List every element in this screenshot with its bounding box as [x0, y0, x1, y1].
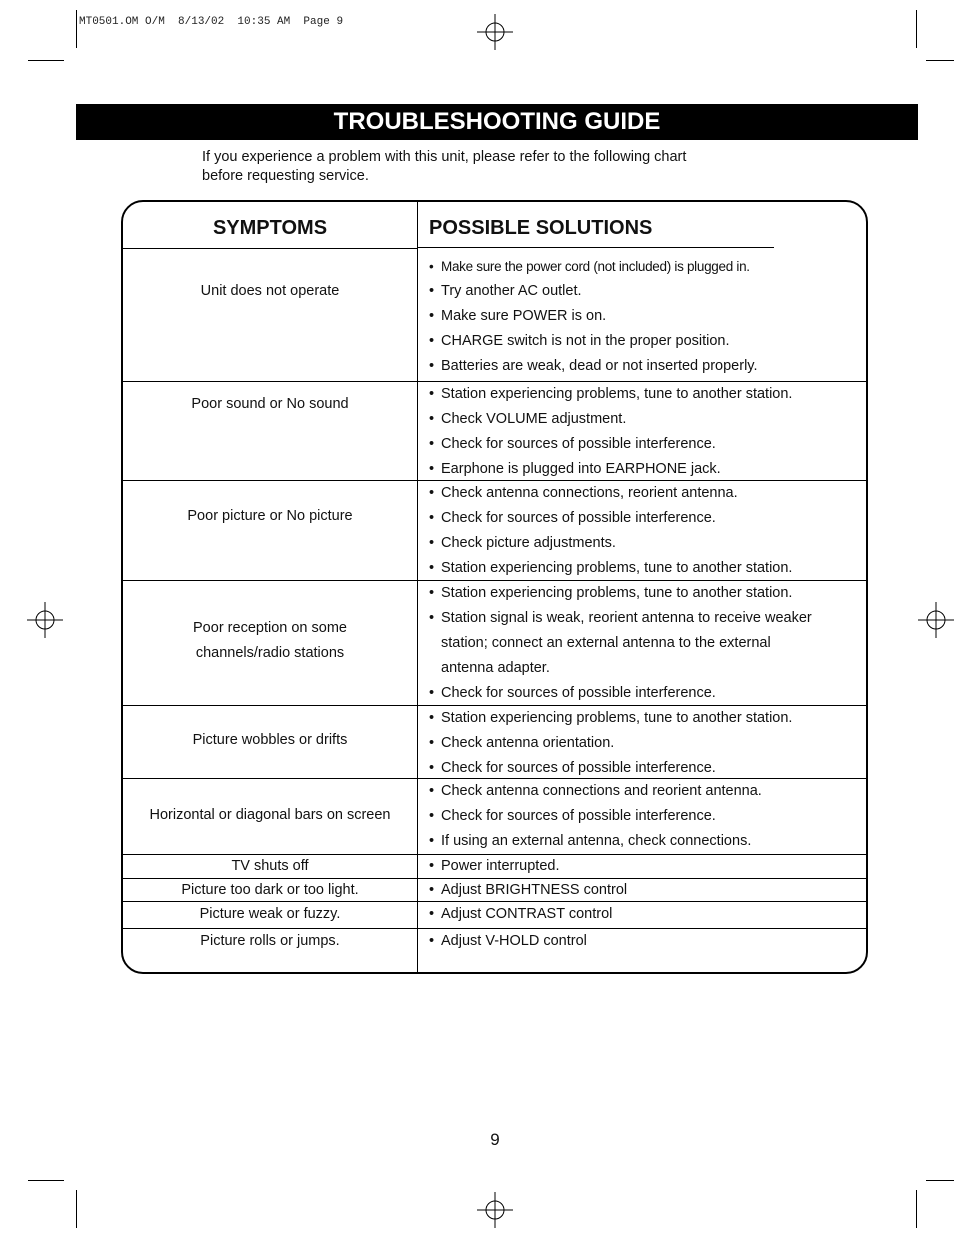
- bullet: •: [429, 411, 435, 427]
- solution-text: Check for sources of possible interference.: [441, 808, 716, 824]
- solutions-list: [429, 581, 866, 706]
- symptom-cell: Picture too dark or too light.: [181, 882, 359, 898]
- crop-mark: [926, 1180, 954, 1181]
- troubleshooting-table: [121, 200, 868, 974]
- solution-item: [429, 304, 866, 329]
- solution-item: [429, 929, 866, 954]
- solutions-list: [429, 382, 866, 482]
- bullet: •: [429, 560, 435, 576]
- solution-item: [429, 706, 866, 731]
- solution-item: [429, 457, 866, 482]
- solution-text: antenna adapter.: [441, 660, 550, 676]
- table-row: [123, 928, 866, 974]
- solution-text: Make sure the power cord (not included) is plugged in.: [441, 259, 750, 274]
- solution-item: [429, 902, 866, 927]
- bullet: •: [429, 783, 435, 799]
- table-row: [123, 878, 866, 901]
- solution-text: Station experiencing problems, tune to another station.: [441, 560, 793, 576]
- table-row: [123, 901, 866, 929]
- registration-mark-icon: [27, 602, 63, 638]
- solution-text: Make sure POWER is on.: [441, 308, 607, 324]
- solution-text: Adjust V-HOLD control: [441, 933, 587, 949]
- solution-item: [429, 481, 866, 506]
- bullet: •: [429, 308, 435, 324]
- page-number: 9: [490, 1130, 500, 1149]
- solution-text: Check for sources of possible interference.: [441, 760, 716, 776]
- solution-text: Check antenna connections, reorient antenna.: [441, 485, 738, 501]
- solution-text: Check antenna connections and reorient antenna.: [441, 783, 762, 799]
- solution-text: Try another AC outlet.: [441, 283, 582, 299]
- symptom-cell: Unit does not operate: [200, 283, 340, 299]
- page-title: TROUBLESHOOTING GUIDE: [76, 104, 918, 140]
- solution-item: [429, 878, 866, 903]
- crop-mark: [76, 1190, 77, 1228]
- print-header: MT0501.OM O/M 8/13/02 10:35 AM Page 9: [79, 16, 344, 28]
- symptom-line: Poor reception on some: [193, 620, 347, 636]
- symptom-line: channels/radio stations: [195, 645, 345, 661]
- bullet: •: [429, 858, 435, 874]
- solution-item: [429, 606, 866, 631]
- solution-item: [429, 556, 866, 581]
- solution-item: [429, 731, 866, 756]
- symptom-cell: Horizontal or diagonal bars on screen: [149, 807, 391, 823]
- solution-text: Batteries are weak, dead or not inserted properly.: [441, 358, 758, 374]
- solution-item: [429, 581, 866, 606]
- solution-text: Adjust CONTRAST control: [441, 906, 613, 922]
- solution-text: station; connect an external antenna to the external: [441, 635, 771, 651]
- solution-text: Earphone is plugged into EARPHONE jack.: [441, 461, 721, 477]
- solutions-list: [429, 254, 866, 379]
- solution-text: Check for sources of possible interference.: [441, 436, 716, 452]
- solution-item: [429, 329, 866, 354]
- crop-mark: [28, 1180, 64, 1181]
- bullet: •: [429, 882, 435, 898]
- bullet: •: [429, 610, 435, 626]
- solution-item: [429, 279, 866, 304]
- bullet: •: [429, 485, 435, 501]
- symptoms-header: SYMPTOMS: [123, 202, 417, 249]
- solutions-list: [429, 929, 866, 954]
- table-row: [123, 580, 866, 705]
- solution-text: Check picture adjustments.: [441, 535, 616, 551]
- solution-item: [429, 854, 866, 879]
- bullet: •: [429, 461, 435, 477]
- solution-item: [429, 506, 866, 531]
- bullet: •: [429, 685, 435, 701]
- intro-text: [202, 148, 802, 186]
- bullet: •: [429, 386, 435, 402]
- solution-item: [429, 354, 866, 379]
- solution-item: [429, 382, 866, 407]
- symptom-cell: Poor picture or No picture: [187, 508, 353, 524]
- solution-item: [429, 432, 866, 457]
- solution-item: [429, 829, 866, 854]
- bullet: •: [429, 358, 435, 374]
- symptom-cell: Picture rolls or jumps.: [200, 933, 340, 949]
- solution-item: [429, 254, 866, 279]
- bullet: •: [429, 906, 435, 922]
- table-row: [123, 254, 866, 381]
- registration-mark-icon: [477, 1192, 513, 1228]
- solutions-list: [429, 902, 866, 927]
- bullet: •: [429, 535, 435, 551]
- solutions-list: [429, 779, 866, 854]
- solution-text: Station experiencing problems, tune to another station.: [441, 585, 793, 601]
- registration-mark-icon: [477, 14, 513, 50]
- solution-text: If using an external antenna, check connections.: [441, 833, 752, 849]
- solution-item-continued: [429, 656, 866, 681]
- solution-text: Check VOLUME adjustment.: [441, 411, 627, 427]
- solutions-list: [429, 854, 866, 879]
- crop-mark: [76, 10, 77, 48]
- solution-item: [429, 779, 866, 804]
- solution-item: [429, 407, 866, 432]
- header-underline: [417, 247, 774, 248]
- table-row: [123, 705, 866, 778]
- solution-text: Check for sources of possible interference.: [441, 685, 716, 701]
- bullet: •: [429, 833, 435, 849]
- bullet: •: [429, 585, 435, 601]
- bullet: •: [429, 735, 435, 751]
- solution-text: Station experiencing problems, tune to another station.: [441, 386, 793, 402]
- solution-text: Station experiencing problems, tune to another station.: [441, 710, 793, 726]
- table-row: [123, 854, 866, 878]
- solution-text: Adjust BRIGHTNESS control: [441, 882, 628, 898]
- symptom-cell: Picture weak or fuzzy.: [199, 906, 341, 922]
- symptom-cell: [123, 616, 417, 666]
- solutions-list: [429, 878, 866, 903]
- solution-item: [429, 531, 866, 556]
- bullet: •: [429, 510, 435, 526]
- bullet: •: [429, 808, 435, 824]
- symptom-cell: TV shuts off: [231, 858, 309, 874]
- solutions-header: POSSIBLE SOLUTIONS: [429, 217, 653, 239]
- table-row: [123, 381, 866, 481]
- table-row: [123, 778, 866, 855]
- crop-mark: [926, 60, 954, 61]
- solution-text: Check antenna orientation.: [441, 735, 615, 751]
- solution-text: Power interrupted.: [441, 858, 560, 874]
- crop-mark: [916, 10, 917, 48]
- symptom-cell: Poor sound or No sound: [191, 396, 349, 412]
- crop-mark: [916, 1190, 917, 1228]
- bullet: •: [429, 933, 435, 949]
- solution-text: CHARGE switch is not in the proper position.: [441, 333, 730, 349]
- registration-mark-icon: [918, 602, 954, 638]
- bullet: •: [429, 710, 435, 726]
- bullet: •: [429, 333, 435, 349]
- symptom-cell: Picture wobbles or drifts: [192, 732, 348, 748]
- crop-mark: [28, 60, 64, 61]
- table-row: [123, 480, 866, 580]
- solutions-list: [429, 706, 866, 781]
- intro-line: If you experience a problem with this unit, please refer to the following chart: [202, 149, 687, 165]
- bullet: •: [429, 283, 435, 299]
- solution-item: [429, 804, 866, 829]
- solution-text: Station signal is weak, reorient antenna to receive weaker: [441, 610, 812, 626]
- bullet: •: [429, 259, 434, 274]
- solution-item: [429, 681, 866, 706]
- solution-item-continued: [429, 631, 866, 656]
- solution-text: Check for sources of possible interference.: [441, 510, 716, 526]
- solutions-list: [429, 481, 866, 581]
- bullet: •: [429, 760, 435, 776]
- intro-line: before requesting service.: [202, 168, 369, 184]
- bullet: •: [429, 436, 435, 452]
